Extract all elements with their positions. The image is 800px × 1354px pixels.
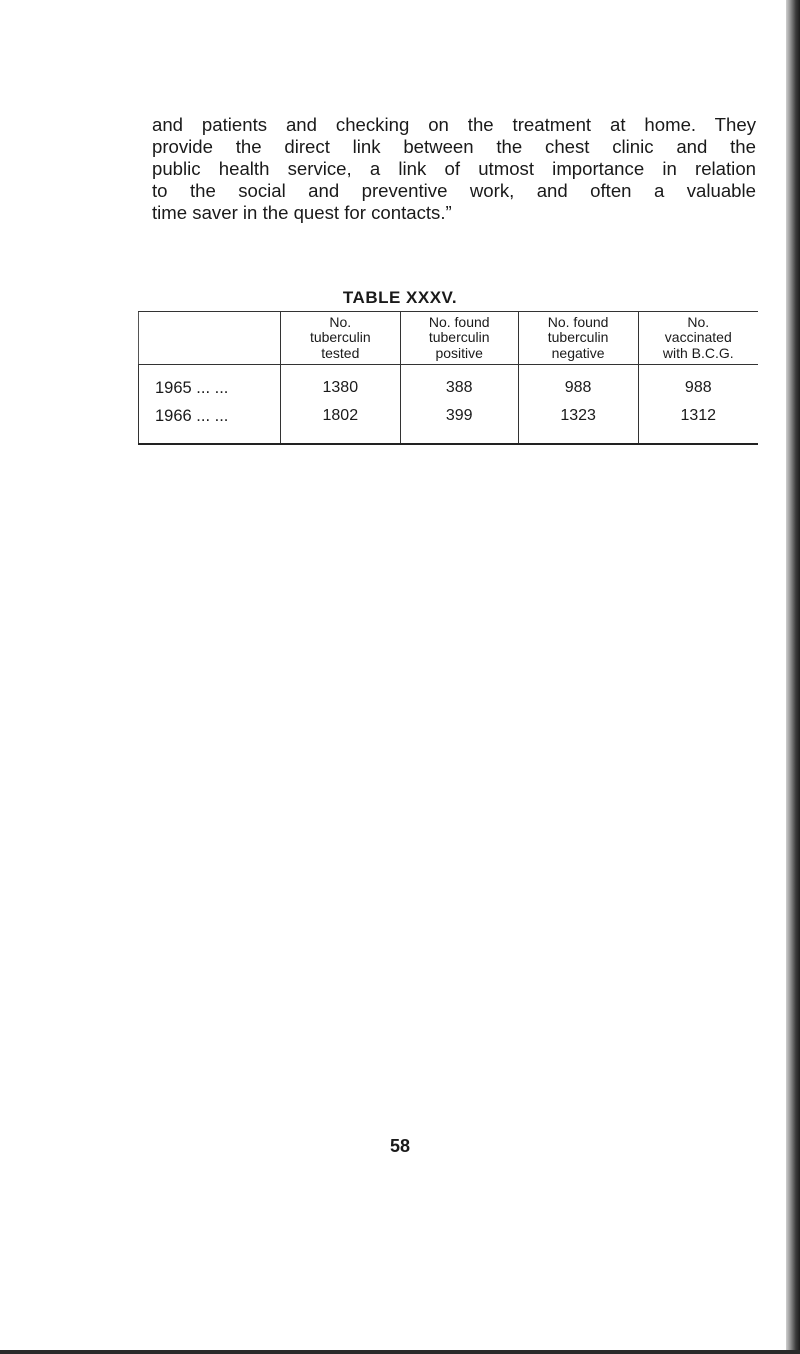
negative-cell: 1323 xyxy=(518,403,638,444)
positive-cell: 388 xyxy=(400,365,518,404)
paragraph-line: time saver in the quest for contacts.” xyxy=(152,202,452,223)
paragraph-line: and patients and checking on the treatment at home. They xyxy=(152,114,756,135)
row-year-cell: 1966 ... ... xyxy=(139,403,281,444)
tuberculin-table xyxy=(138,311,758,445)
vaccinated-cell: 988 xyxy=(638,365,758,404)
paragraph-line: to the social and preventive work, and often a valuable xyxy=(152,180,756,201)
body-paragraph xyxy=(152,114,756,224)
row-year-cell: 1965 ... ... xyxy=(139,365,281,404)
table-row xyxy=(139,403,759,444)
tested-cell: 1380 xyxy=(280,365,400,404)
header-cell-negative: No. found tuberculin negative xyxy=(518,312,638,365)
header-cell-year xyxy=(139,312,281,365)
paragraph-line: provide the direct link between the chest clinic and the xyxy=(152,136,756,157)
table-header-row xyxy=(139,312,759,365)
vaccinated-cell: 1312 xyxy=(638,403,758,444)
paragraph-line: public health service, a link of utmost importance in relation xyxy=(152,158,756,179)
header-cell-positive: No. found tuberculin positive xyxy=(400,312,518,365)
page-bottom-edge xyxy=(0,1350,800,1354)
page-number: 58 xyxy=(389,1136,411,1156)
header-cell-tested: No. tuberculin tested xyxy=(280,312,400,365)
table-row xyxy=(139,365,759,404)
table-title: TABLE XXXV. xyxy=(342,288,458,307)
negative-cell: 988 xyxy=(518,365,638,404)
positive-cell: 399 xyxy=(400,403,518,444)
header-cell-vaccinated: No. vaccinated with B.C.G. xyxy=(638,312,758,365)
tested-cell: 1802 xyxy=(280,403,400,444)
